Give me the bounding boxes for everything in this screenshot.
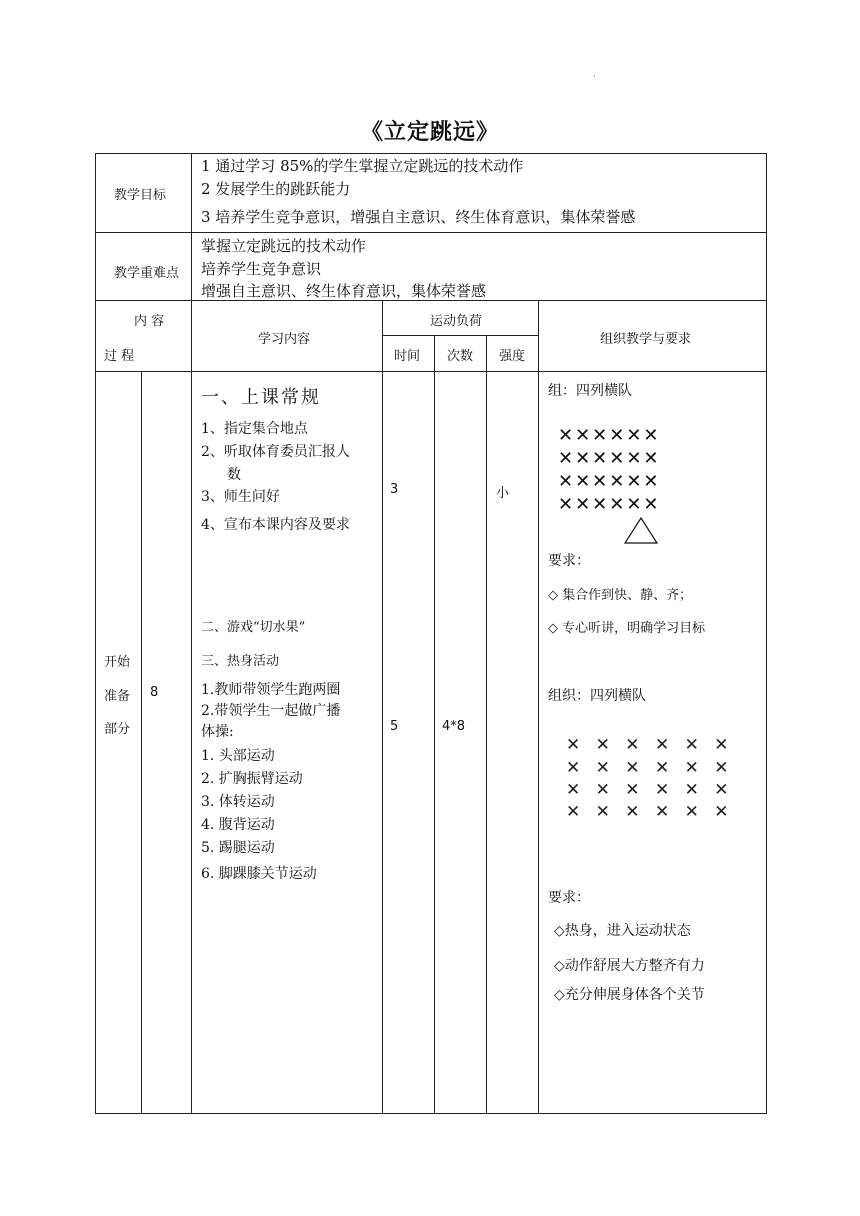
heading-game: 二、游戏“切水果” xyxy=(201,620,306,635)
requirement-1a: ◇ 集合作到快、静、齐； xyxy=(548,588,693,603)
goal-line-3: 3 培养学生竞争意识，增强自主意识、终生体育意识，集体荣誉感 xyxy=(201,208,636,226)
load-time-1: 3 xyxy=(390,482,399,497)
routine-item-2-cont: 数 xyxy=(227,467,241,483)
keypoint-line-2: 培养学生竞争意识 xyxy=(201,260,322,278)
requirements-label-1: 要求： xyxy=(548,553,590,569)
warmup-formation-row-1: ✕ ✕ ✕ ✕ ✕ ✕ xyxy=(566,735,734,755)
section-name-2: 准备 xyxy=(104,689,131,704)
load-intensity-1: 小 xyxy=(496,486,510,501)
formation-row-2: ✕✕✕✕✕✕ xyxy=(558,448,661,469)
header-org: 组织教学与要求 xyxy=(600,332,692,347)
warmup-item-2: 2.带领学生一起做广播 xyxy=(201,703,341,719)
exercise-6: 6. 脚踝膝关节运动 xyxy=(201,866,317,882)
section-minutes: 8 xyxy=(150,685,159,700)
heading-warmup: 三、热身活动 xyxy=(201,654,280,669)
routine-item-4: 4、宣布本课内容及要求 xyxy=(201,517,350,533)
header-content: 内 容 xyxy=(134,314,165,329)
requirement-2a: ◇热身，进入运动状态 xyxy=(554,923,691,939)
requirement-1b: ◇ 专心听讲，明确学习目标 xyxy=(548,621,706,636)
load-count-2: 4*8 xyxy=(442,719,466,734)
warmup-item-2-cont: 体操: xyxy=(201,724,234,740)
goals-label: 教学目标 xyxy=(114,188,167,203)
formation-row-3: ✕✕✕✕✕✕ xyxy=(558,471,661,492)
header-dot: . xyxy=(593,70,596,80)
keypoint-line-1: 掌握立定跳远的技术动作 xyxy=(201,237,367,255)
section-name-1: 开始 xyxy=(104,655,131,670)
formation-row-1: ✕✕✕✕✕✕ xyxy=(558,425,661,446)
heading-routine: 一、上课常规 xyxy=(201,387,321,408)
warmup-formation-row-3: ✕ ✕ ✕ ✕ ✕ ✕ xyxy=(566,780,734,800)
header-intensity: 强度 xyxy=(499,349,526,364)
keypoints-label: 教学重难点 xyxy=(114,266,180,281)
requirements-label-2: 要求： xyxy=(548,890,590,906)
keypoint-line-3: 增强自主意识、终生体育意识，集体荣誉感 xyxy=(201,282,487,300)
warmup-formation-row-2: ✕ ✕ ✕ ✕ ✕ ✕ xyxy=(566,758,734,778)
routine-item-3: 3、师生问好 xyxy=(201,489,280,505)
header-study: 学习内容 xyxy=(258,332,311,347)
goal-line-1: 1 通过学习 85%的学生掌握立定跳远的技术动作 xyxy=(201,157,524,175)
exercise-5: 5. 踢腿运动 xyxy=(201,840,275,856)
teacher-triangle-icon xyxy=(624,517,658,545)
warmup-item-1: 1.教师带领学生跑两圈 xyxy=(201,682,341,698)
goal-line-2: 2 发展学生的跳跃能力 xyxy=(201,180,351,198)
header-count: 次数 xyxy=(447,349,474,364)
exercise-4: 4. 腹背运动 xyxy=(201,817,275,833)
exercise-1: 1. 头部运动 xyxy=(201,748,275,764)
requirement-2b: ◇动作舒展大方整齐有力 xyxy=(554,958,705,974)
header-load: 运动负荷 xyxy=(430,314,483,329)
requirement-2c: ◇充分伸展身体各个关节 xyxy=(554,987,705,1003)
org-formation-1: 组：四列横队 xyxy=(548,383,632,399)
exercise-3: 3. 体转运动 xyxy=(201,794,275,810)
formation-row-4: ✕✕✕✕✕✕ xyxy=(558,494,661,515)
exercise-2: 2. 扩胸振臂运动 xyxy=(201,771,303,787)
warmup-formation-row-4: ✕ ✕ ✕ ✕ ✕ ✕ xyxy=(566,802,734,822)
routine-item-1: 1、指定集合地点 xyxy=(201,421,308,437)
load-time-2: 5 xyxy=(390,719,399,734)
routine-item-2: 2、听取体育委员汇报人 xyxy=(201,444,350,460)
section-name-3: 部分 xyxy=(104,722,131,737)
header-process: 过 程 xyxy=(104,349,135,364)
header-time: 时间 xyxy=(394,349,421,364)
page-title: 《立定跳远》 xyxy=(360,120,499,145)
org-formation-2: 组织：四列横队 xyxy=(548,688,646,704)
